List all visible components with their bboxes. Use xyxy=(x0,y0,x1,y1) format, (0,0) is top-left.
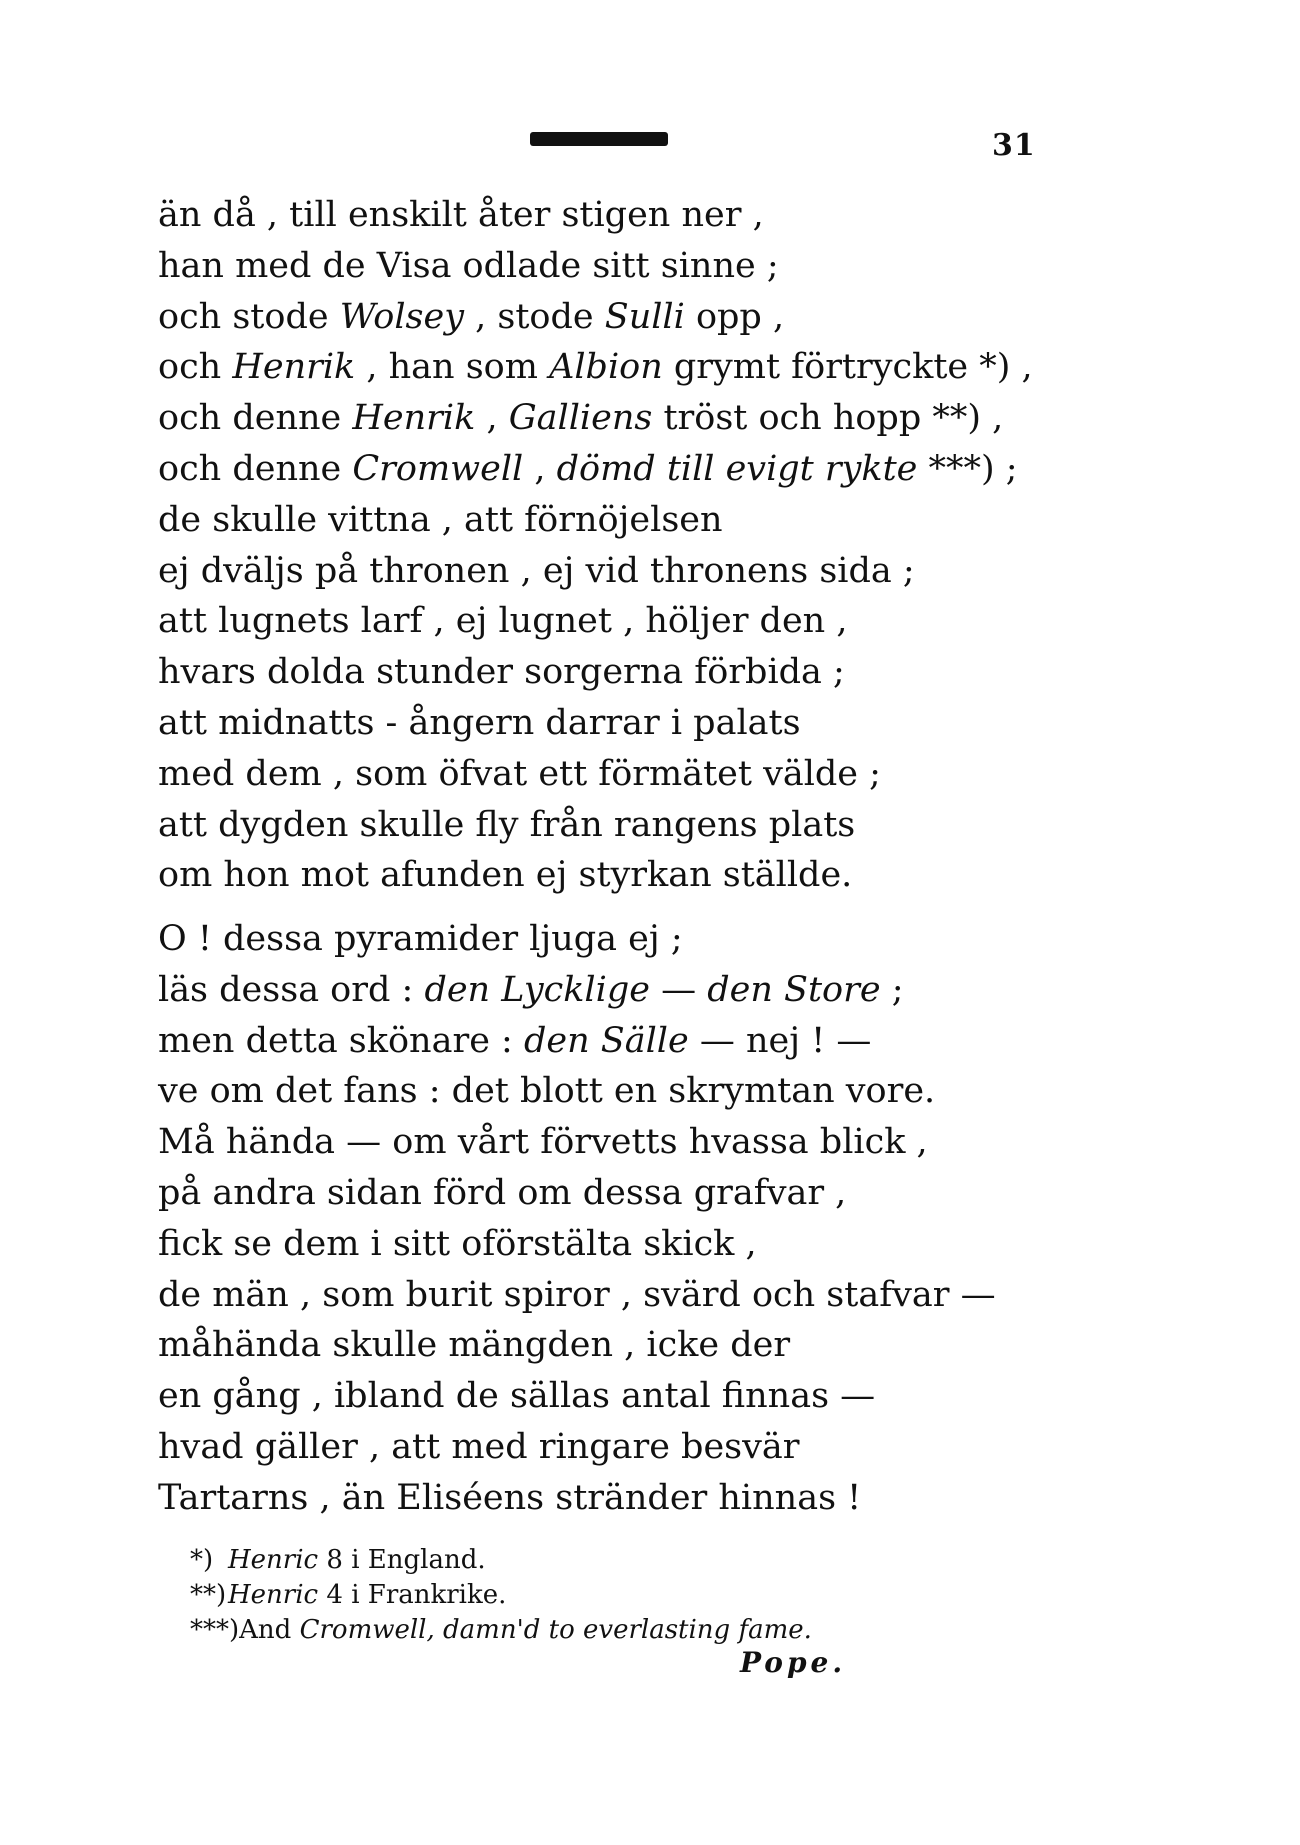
verse-line: ej dväljs på thronen , ej vid thronens sida ; xyxy=(158,550,915,591)
footnote xyxy=(190,1578,812,1613)
italic-name: Wolsey xyxy=(339,296,464,337)
verse-line: ve om det fans : det blott en skrymtan vore. xyxy=(158,1071,936,1112)
verse-line: och Henrik , han som Albion grymt förtryckte *) , xyxy=(158,347,1033,388)
verse-line: en gång , ibland de sällas antal finnas — xyxy=(158,1376,876,1417)
italic-name: Henrik xyxy=(232,347,356,388)
verse-line: måhända skulle mängden , icke der xyxy=(158,1325,791,1366)
poem-stanza-1 xyxy=(158,190,1033,901)
footnote-marker: *) xyxy=(190,1545,214,1575)
footnote xyxy=(190,1543,812,1578)
italic-name: Henrik xyxy=(352,398,476,439)
italic-name: Sulli xyxy=(604,296,685,337)
verse-line: men detta skönare : den Sälle — nej ! — xyxy=(158,1020,872,1061)
verse-line: hvars dolda stunder sorgerna förbida ; xyxy=(158,652,845,693)
verse-line: Må hända — om vårt förvetts hvassa blick , xyxy=(158,1122,928,1163)
italic-name: Cromwell, damn'd to everlasting fame. xyxy=(299,1615,812,1645)
footnote-text: And Cromwell, damn'd to everlasting fame. xyxy=(239,1615,812,1645)
italic-name: den Lycklige xyxy=(424,969,650,1010)
verse-line: de skulle vittna , att förnöjelsen xyxy=(158,499,723,540)
verse-line: hvad gäller , att med ringare besvär xyxy=(158,1426,800,1467)
verse-line: att lugnets larf , ej lugnet , höljer den , xyxy=(158,601,848,642)
footnotes xyxy=(190,1543,812,1648)
verse-line: och denne Cromwell , dömd till evigt rykte ***) ; xyxy=(158,448,1018,489)
footnote-text: Henric 4 i Frankrike. xyxy=(228,1580,507,1610)
footnote-text: Henric 8 i England. xyxy=(228,1545,486,1575)
italic-name: den Sälle xyxy=(523,1020,689,1061)
verse-line: Tartarns , än Eliséens stränder hinnas ! xyxy=(158,1477,862,1518)
verse-line: och stode Wolsey , stode Sulli opp , xyxy=(158,296,785,337)
verse-line: fick se dem i sitt oförstälta skick , xyxy=(158,1223,757,1264)
italic-name: dömd till evigt rykte xyxy=(556,448,918,489)
poem-stanza-2 xyxy=(158,914,996,1524)
verse-line: de män , som burit spiror , svärd och stafvar — xyxy=(158,1274,996,1315)
verse-line: att midnatts - ångern darrar i palats xyxy=(158,702,801,743)
verse-line: på andra sidan förd om dessa grafvar , xyxy=(158,1172,847,1213)
verse-line: än då , till enskilt åter stigen ner , xyxy=(158,195,764,235)
verse-line: han med de Visa odlade sitt sinne ; xyxy=(158,245,779,286)
footnote-attribution: Pope. xyxy=(740,1646,847,1679)
verse-line: läs dessa ord : den Lycklige — den Store ; xyxy=(158,969,904,1010)
footnote xyxy=(190,1613,812,1648)
italic-name: Albion xyxy=(549,347,663,388)
italic-name: Cromwell xyxy=(352,448,524,489)
italic-name: den Store xyxy=(707,969,881,1010)
italic-name: Henric xyxy=(228,1545,319,1575)
verse-line: att dygden skulle fly från rangens plats xyxy=(158,804,856,845)
footnote-marker: **) xyxy=(190,1580,227,1610)
header-ornament-rule xyxy=(530,132,668,146)
italic-name: Henric xyxy=(228,1580,319,1610)
verse-line: med dem , som öfvat ett förmätet välde ; xyxy=(158,753,881,794)
footnote-marker: ***) xyxy=(190,1615,240,1645)
verse-line: O ! dessa pyramider ljuga ej ; xyxy=(158,919,683,959)
verse-line: och denne Henrik , Galliens tröst och hopp **) , xyxy=(158,398,1004,439)
page-number: 31 xyxy=(992,128,1036,163)
verse-line: om hon mot afunden ej styrkan ställde. xyxy=(158,855,853,896)
italic-name: Galliens xyxy=(508,398,653,439)
